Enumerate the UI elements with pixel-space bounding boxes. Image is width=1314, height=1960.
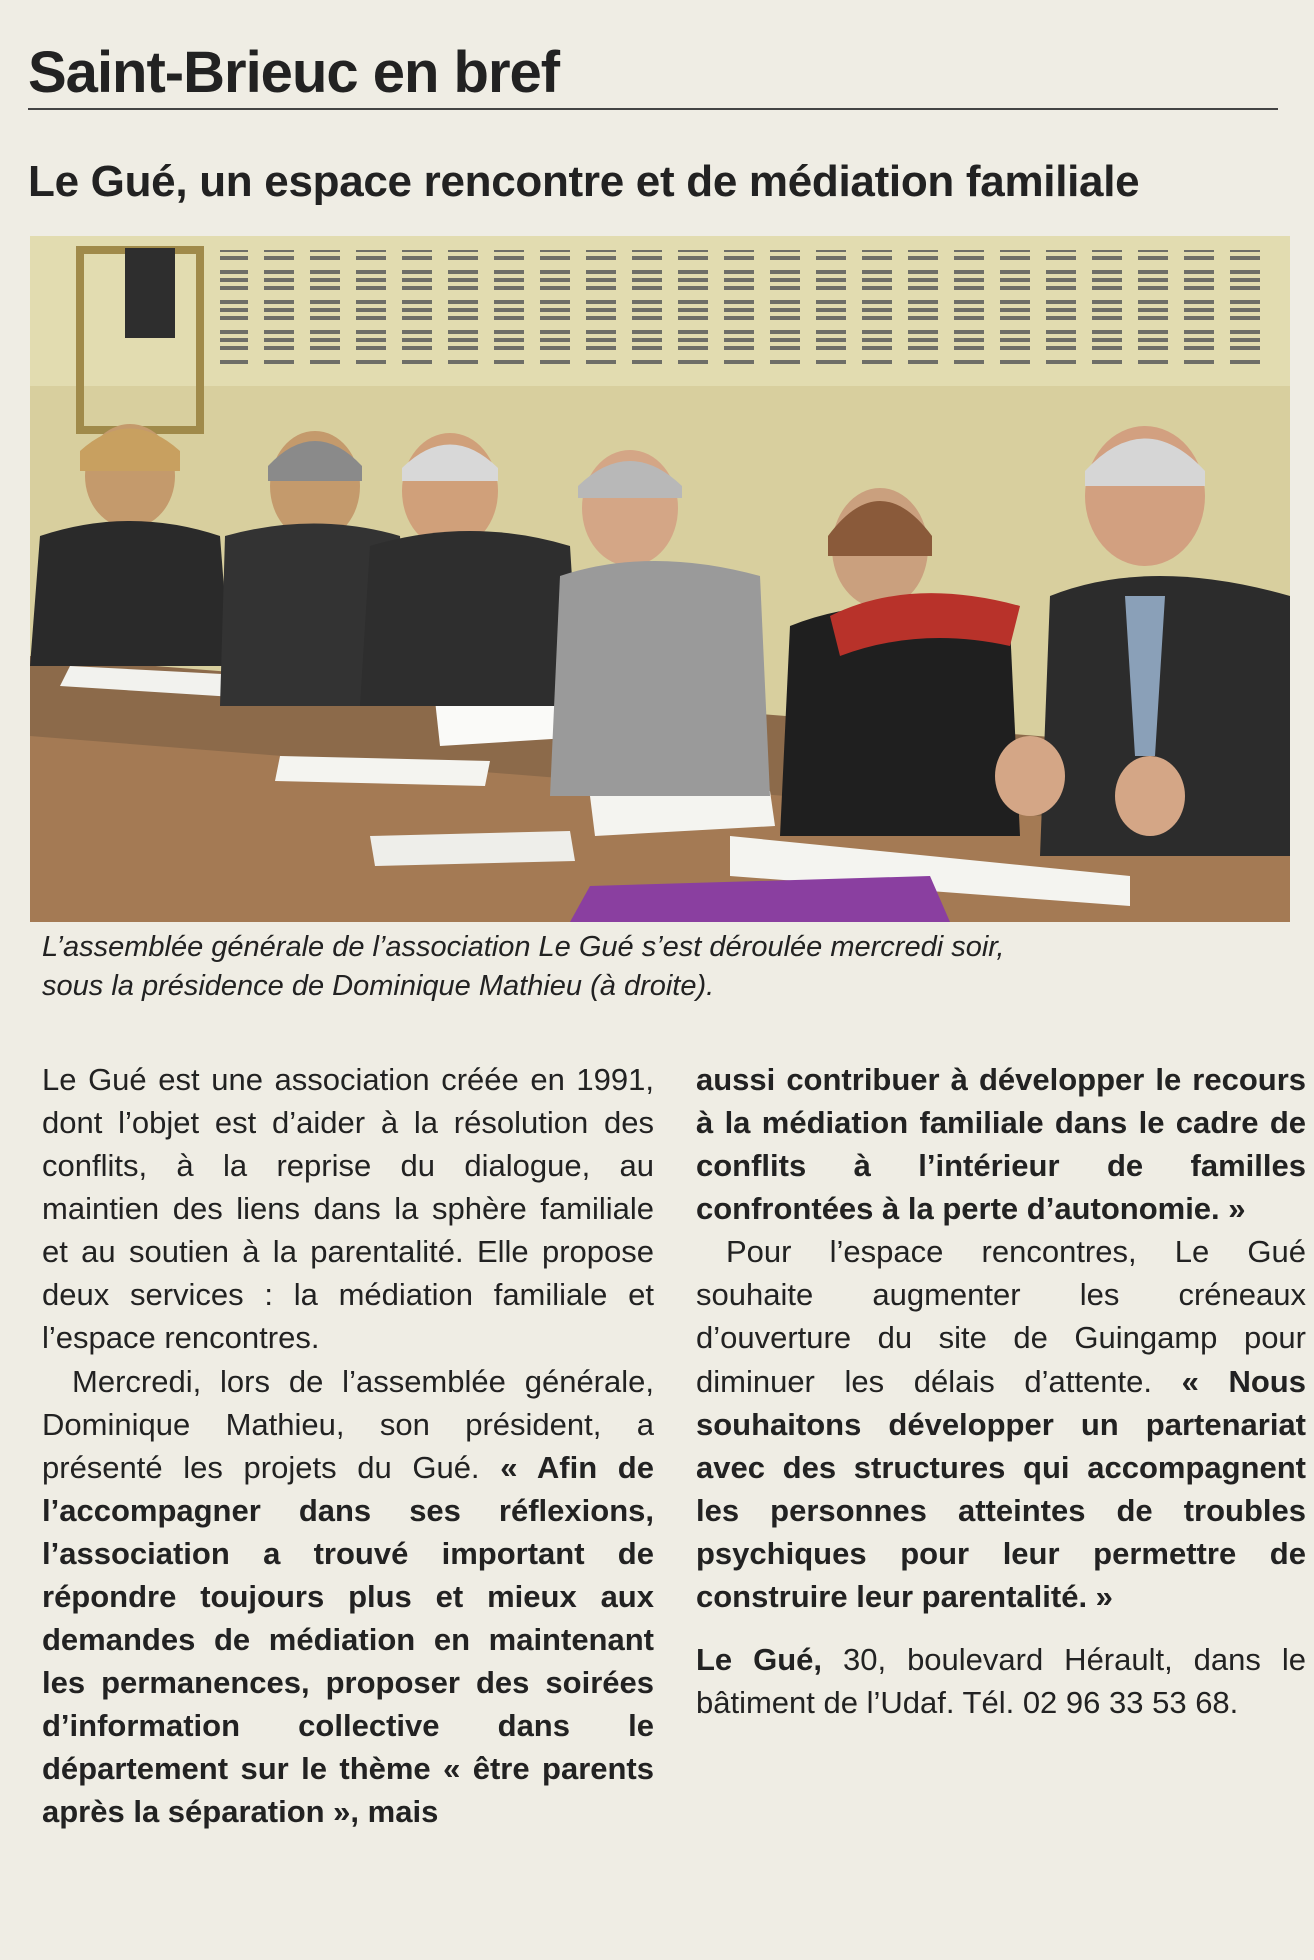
article-column-right [696,1058,1306,1724]
caption-line-2: sous la présidence de Dominique Mathieu (à droite). [42,969,715,1002]
article-photo [30,236,1290,922]
paragraph-espace-rencontres [696,1230,1306,1618]
article-headline: Le Gué, un espace rencontre et de médiation familiale [28,157,1140,206]
paragraph-intro: Le Gué est une association créée en 1991, dont l’objet est d’aider à la résolution des conflits, à la reprise du dialogue, au maintien des liens dans la sphère familiale et au soutien à la parentalité. Elle propose deux services : la médiation familiale et l’espace rencontres. [42,1062,654,1356]
espace-rencontres-quote: « Nous souhaitons développer un partenariat avec des structures qui accompagnent les personnes atteintes de troubles psychiques pour leur permettre de construire leur parentalité. » [696,1363,1306,1614]
paragraph-assembly [42,1360,654,1834]
photo-caption [42,928,1282,1006]
contact-detail: 30, boulevard Hérault, dans le bâtiment de l’Udaf. Tél. 02 96 33 53 68. [696,1642,1306,1721]
paragraph-quote-continued [696,1058,1306,1230]
paragraph-assembly-quote: « Afin de l’accompagner dans ses réflexions, l’association a trouvé important de répondre toujours plus et mieux aux demandes de médiation en maintenant les permanences, proposer des soirées d’information collective dans le département sur le thème « être parents après la séparation », mais [42,1449,654,1830]
article-column-left [42,1058,654,1833]
section-title: Saint-Brieuc en bref [28,40,560,105]
section-rule [28,108,1278,110]
paragraph-assembly-text: Mercredi, lors de l’assemblée générale, Dominique Mathieu, son président, a présenté les projets du Gué. [42,1363,654,1485]
caption-line-1: L’assemblée générale de l’association Le Gué s’est déroulée mercredi soir, [42,931,1005,963]
espace-rencontres-text: Pour l’espace rencontres, Le Gué souhaite augmenter les créneaux d’ouverture du site de Guingamp pour diminuer les délais d’attente. [696,1234,1306,1399]
quote-continued-text: aussi contribuer à développer le recours à la médiation familiale dans le cadre de conflits à l’intérieur de familles confrontées à la perte d’autonomie. » [696,1062,1306,1227]
meeting-photo-illustration [30,236,1290,922]
contact-name: Le Gué, [696,1642,823,1678]
contact-info [696,1638,1306,1724]
